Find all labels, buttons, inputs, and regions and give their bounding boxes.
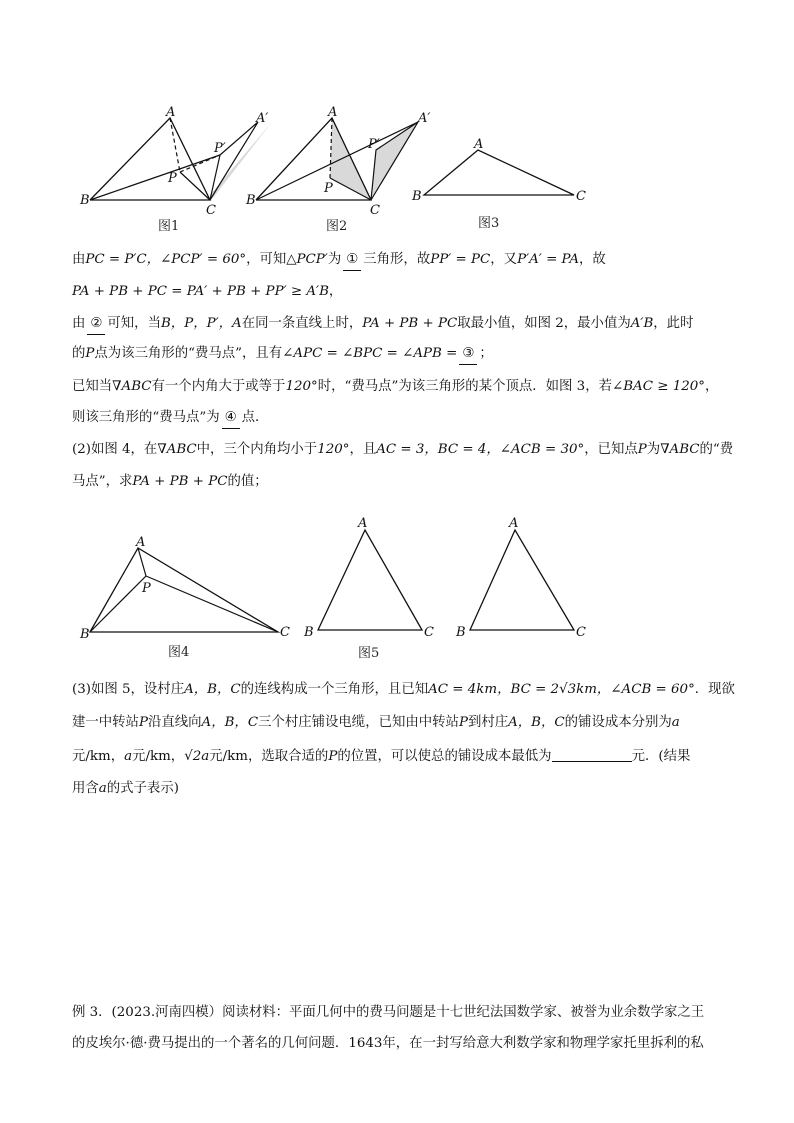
figure-2-label-p-prime: P′ <box>368 137 380 152</box>
text-line-8 <box>72 472 732 492</box>
blank-circle-4: ④ <box>222 408 240 429</box>
blank-circle-1: ① <box>343 250 361 271</box>
text-9d: AC = 4km，BC = 2√3km，∠ACB = 60° <box>428 682 695 697</box>
figure-6-triangle <box>470 530 574 630</box>
figure-5 <box>300 512 450 671</box>
text-9c: 的连线构成一个三角形，且已知 <box>240 682 429 697</box>
text-7a: (2)如图 4，在 <box>72 442 158 457</box>
figure-3-svg <box>410 130 600 235</box>
text-10c: 沿直线向 <box>147 715 202 730</box>
text-line-11 <box>72 747 732 767</box>
figure-5-caption: 图5 <box>358 646 380 661</box>
text-1g: PP′ = PC <box>430 252 491 267</box>
text-7j: ∇ABC <box>660 442 700 457</box>
figure-6-label-c: C <box>576 625 586 640</box>
figure-6-label-a: A <box>509 516 519 531</box>
figure-4-line-bp <box>90 576 146 632</box>
text-line-10 <box>72 713 732 733</box>
text-10i: 的铺设成本分别为 <box>564 715 672 730</box>
text-8c: 的值； <box>227 474 268 489</box>
text-5g: ， <box>704 379 719 394</box>
text-line-5 <box>72 377 732 397</box>
figure-2-label-a-prime: A′ <box>418 111 431 126</box>
text-8b: PA + PB + PC <box>132 474 228 489</box>
figure-2-label-a: A <box>328 105 338 120</box>
figure-6-label-b: B <box>456 625 466 640</box>
text-3h: ，此时 <box>653 316 694 331</box>
figure-4-label-b: B <box>80 627 90 642</box>
text-6a: 则该三角形的“费马点”为 <box>72 410 220 425</box>
text-9e: ．现欲 <box>694 682 735 697</box>
text-10f: P <box>458 715 468 730</box>
figure-4-caption: 图4 <box>168 645 190 660</box>
text-5b: ∇ABC <box>112 379 152 394</box>
text-line-4 <box>72 344 732 365</box>
example-3-line-1: 例 3．(2023.河南四模）阅读材料：平面几何中的费马问题是十七世纪法国数学家、被誉为业余数学家之王 <box>72 1005 705 1020</box>
figure-1-label-p-prime: P′ <box>214 141 226 156</box>
text-3c: B，P，P′，A <box>160 316 242 331</box>
text-12b: a <box>98 781 107 796</box>
figure-6-svg <box>452 512 602 647</box>
figure-4-label-p: P <box>142 581 151 596</box>
text-3b: 可知，当 <box>107 316 161 331</box>
text-8a: 马点”，求 <box>72 474 133 489</box>
text-3g: A′B <box>630 316 654 331</box>
text-11c: 元/km， <box>132 749 185 764</box>
text-11d: √2a <box>184 749 210 764</box>
figure-2-label-c: C <box>370 203 380 218</box>
figure-5-svg <box>300 512 450 667</box>
text-4c: 点为该三角形的“费马点”，且有 <box>94 346 283 361</box>
figure-1-line-pc <box>180 172 210 200</box>
figure-3-label-a: A <box>474 137 484 152</box>
text-3a: 由 <box>72 316 86 331</box>
text-line-6 <box>72 408 732 429</box>
text-10d: A，B，C <box>201 715 259 730</box>
text-11g: 的位置，可以使总的铺设成本最低为 <box>337 749 552 764</box>
figure-2-caption: 图2 <box>326 219 348 234</box>
text-7h: P <box>637 442 647 457</box>
text-line-3 <box>72 314 732 335</box>
text-7d: 120° <box>317 442 350 457</box>
figure-3-label-b: B <box>412 189 422 204</box>
text-4b: P <box>85 346 95 361</box>
text-5f: ∠BAC ≥ 120° <box>611 379 705 394</box>
text-1d: PCP′ <box>296 252 328 267</box>
text-11f: P <box>328 749 338 764</box>
figure-3 <box>410 130 600 239</box>
text-7i: 为 <box>646 442 661 457</box>
text-10j: a <box>671 715 680 730</box>
text-11e: 元/km，选取合适的 <box>209 749 329 764</box>
example-3-line-2: 的皮埃尔·德·费马提出的一个著名的几何问题．1643年，在一封写给意大利数学家和物理学家托里拆利的私 <box>72 1036 704 1051</box>
text-7g: ，已知点 <box>584 442 638 457</box>
figure-4-label-a: A <box>136 535 146 550</box>
text-10b: P <box>138 715 148 730</box>
figure-1-caption: 图1 <box>158 219 180 234</box>
figure-4-svg <box>78 530 298 665</box>
text-4d: ∠APC = ∠BPC = ∠APB = <box>282 346 458 361</box>
figure-3-triangle <box>424 150 574 195</box>
text-1j: ，故 <box>579 252 606 267</box>
text-5d: 120° <box>285 379 318 394</box>
text-7c: 中，三个内角均小于 <box>196 442 318 457</box>
figure-1-label-a: A <box>166 105 176 120</box>
text-line-2 <box>72 282 732 302</box>
text-10h: A，B，C <box>508 715 565 730</box>
figure-1-label-a-prime: A′ <box>256 111 269 126</box>
figure-5-label-a: A <box>358 516 368 531</box>
text-4e: ； <box>479 346 493 361</box>
blank-circle-2: ② <box>87 314 105 335</box>
text-3e: PA + PB + PC <box>362 316 458 331</box>
text-3d: 在同一条直线上时， <box>241 316 363 331</box>
text-10g: 到村庄 <box>467 715 509 730</box>
figure-1-label-p: P <box>168 171 177 186</box>
figure-5-triangle <box>318 530 422 630</box>
text-9b: A，B，C <box>184 682 241 697</box>
text-1b: PC = P′C，∠PCP′ = 60° <box>85 252 247 267</box>
figure-1-label-c: C <box>206 203 216 218</box>
figure-5-label-c: C <box>424 625 434 640</box>
text-line-7 <box>72 440 732 460</box>
text-4a: 的 <box>72 346 86 361</box>
figure-4-line-pc <box>146 576 278 632</box>
text-1i: P′A′ = PA <box>517 252 580 267</box>
text-11a: 元/km， <box>72 749 125 764</box>
text-12c: 的式子表示) <box>106 781 179 796</box>
text-5a: 已知当 <box>72 379 113 394</box>
text-line-12 <box>72 779 732 799</box>
text-1h: ，又 <box>490 252 518 267</box>
figure-1-line-bp <box>90 155 220 200</box>
text-10e: 三个村庄铺设电缆，已知由中转站 <box>258 715 459 730</box>
figure-4-label-c: C <box>280 625 290 640</box>
text-1f: 三角形，故 <box>363 252 431 267</box>
blank-circle-3: ③ <box>459 344 477 365</box>
text-5e: 时，“费马点”为该三角形的某个顶点．如图 3，若 <box>317 379 612 394</box>
figure-1-triangle-abc <box>90 118 210 200</box>
figure-2-label-b: B <box>246 193 256 208</box>
figure-1-line-ap <box>170 118 180 172</box>
text-1c: ，可知△ <box>246 252 297 267</box>
text-5c: 有一个内角大于或等于 <box>151 379 286 394</box>
text-2-end: ， <box>328 284 343 299</box>
text-1a: 由 <box>72 252 86 267</box>
text-line-9 <box>72 680 735 700</box>
text-10a: 建一中转站 <box>72 715 139 730</box>
figure-3-label-c: C <box>576 189 586 204</box>
figure-1-label-b: B <box>80 193 90 208</box>
text-6b: 点． <box>241 410 269 425</box>
text-9a: (3)如图 5，设村庄 <box>72 682 185 697</box>
text-12a: 用含 <box>72 781 99 796</box>
figure-6 <box>452 512 602 651</box>
text-11h: 元．(结果 <box>631 749 691 764</box>
text-2: PA + PB + PC = PA′ + PB + PP′ ≥ A′B <box>72 284 329 299</box>
figure-5-label-b: B <box>304 625 314 640</box>
figure-4 <box>78 530 298 669</box>
text-1e: 为 <box>327 252 342 267</box>
text-7e: ，且 <box>349 442 377 457</box>
text-3f: 取最小值，如图 2，最小值为 <box>457 316 631 331</box>
text-11b: a <box>124 749 133 764</box>
text-7b: ∇ABC <box>157 442 197 457</box>
figure-2-label-p: P <box>324 181 333 196</box>
text-line-1 <box>72 250 732 271</box>
figure-3-caption: 图3 <box>478 216 500 231</box>
text-7f: AC = 3，BC = 4，∠ACB = 30° <box>376 442 585 457</box>
answer-blank[interactable] <box>552 747 632 762</box>
text-7k: 的“费 <box>699 442 734 457</box>
figure-1-line-pp <box>180 155 220 172</box>
